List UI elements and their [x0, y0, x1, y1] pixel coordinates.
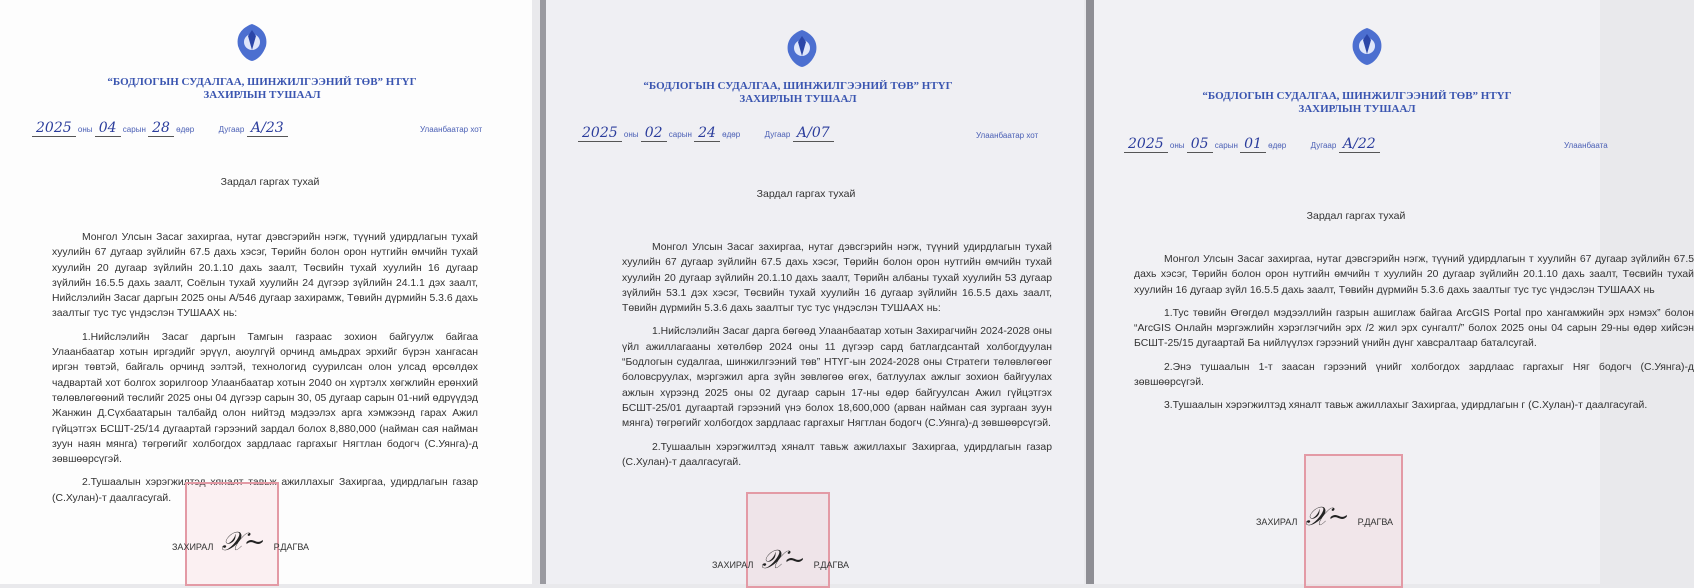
- org-header: [107, 76, 416, 102]
- city: Улаанбаата: [1564, 141, 1608, 150]
- saryn: сарын: [1214, 141, 1238, 150]
- document-2: [540, 0, 1084, 584]
- document-title: Зардал гаргах тухай: [1306, 210, 1406, 222]
- day: 01: [1240, 136, 1266, 153]
- paragraph: 2.Энэ тушаалын 1-т заасан гэрээний үнийг холбогдох зардлаас гаргахыг Няг бодогч (С.Уянга)-д зөвшөөрсүгэй.: [1134, 361, 1694, 389]
- document-title: Зардал гаргах тухай: [220, 176, 320, 188]
- paragraph: 1.Нийслэлийн Засаг даргын Тамгын газраас зохион байгуулж байгаа Улаанбаатар хотын иргэдийг эрүүл, аюулгүй орчинд амьдрах эрхийг бүрэн хангасан иргэн төвтэй, байгаль орчинд ээлтэй, технологид суурилсан олон улсад өрсөлдөх чадвартай хот болгох зорилгоор Улаанбаатар хотын 2040 он хүртэлх хөгжлийн ерөнхий төлөвлөгөөний төслийг 2025 оны 04 дүгээр сарын 30, 05 дугаар сарын 01-ний өдрүүдэд Жанжин Д.Сүхбаатарын талбайд олон нийтэд мэдээлэх арга хэмжээнд гарах Ажил гүйцэтгэх БСШТ-25/14 дугаартай гэрээний зардал болох 8,880,000 (найман сая найман зуун наян мянга) төгрөгийг холбогдох зардлаас гаргахыг Нягтлан бодогч (С.Уянга)-д зөвшөөрсүгэй.: [52, 331, 478, 466]
- odor: өдөр: [722, 130, 741, 139]
- sign-left: ЗАХИРАЛ: [172, 542, 214, 552]
- document-body: [52, 230, 478, 514]
- paragraph: 2.Тушаалын хэрэгжилтэд хяналт тавьж ажиллахыг Захиргаа, удирдлагын газар (С.Хулан)-т даалгасугай.: [52, 477, 478, 504]
- sign-right: Р.ДАГВА: [813, 560, 850, 570]
- doc-type: ЗАХИРЛЫН ТУШААЛ: [1298, 103, 1416, 115]
- order-number: А/23: [247, 120, 288, 137]
- paragraph: 3.Тушаалын хэрэгжилтэд хяналт тавьж ажиллахыг Захиргаа, удирдлагын г (С.Хулан)-т даалгасугай.: [1164, 400, 1648, 412]
- odor: өдөр: [176, 125, 195, 134]
- day: 28: [148, 120, 174, 137]
- ony: оны: [77, 125, 93, 134]
- month: 04: [95, 120, 121, 137]
- ony: оны: [623, 130, 639, 139]
- date-line: [32, 120, 288, 136]
- paragraph: 2.Тушаалын хэрэгжилтэд хяналт тавьж ажиллахыг Захиргаа, удирдлагын газар (С.Хулан)-т даалгасугай.: [622, 441, 1052, 468]
- order-number: А/22: [1339, 136, 1380, 153]
- saryn: сарын: [122, 125, 146, 134]
- doc-type: ЗАХИРЛЫН ТУШААЛ: [203, 89, 321, 101]
- odor: өдөр: [1268, 141, 1287, 150]
- paragraph: Монгол Улсын Засаг захиргаа, нутаг дэвсгэрийн нэгж, түүний удирдлагын т хуулийн 67 дугаар зүйлийн 67.5 дахь хэсэг, Төрийн болон орон нутгийн өмчийн т хуулийн 20 дугаар зүйлийн 20.1.10 дахь заалт, Төсвийн тухай хуулийн 16 дугаар зүйл 16.5.5 дахь заалт, Төвийн дүрмийн 5.3.6 дахь заалтыг тус тус үндэслэн ТУШААХ нь: [1134, 254, 1694, 296]
- city: Улаанбаатар хот: [420, 125, 483, 134]
- year: 2025: [1124, 136, 1168, 153]
- emblem-logo: [233, 22, 271, 62]
- sign-right: Р.ДАГВА: [1357, 517, 1394, 527]
- date-line: [1124, 136, 1380, 152]
- year: 2025: [32, 120, 76, 137]
- sign-right: Р.ДАГВА: [273, 542, 310, 552]
- handwritten-signature: 𝒳~: [1305, 502, 1350, 532]
- paragraph: Монгол Улсын Засаг захиргаа, нутаг дэвсгэрийн нэгж, түүний удирдлагын тухай хуулийн 67 дугаар зүйлийн 67.5 дахь хэсэг, Төрийн болон орон нутгийн өмчийн тухай хуулийн 20 дугаар зүйлийн 20.1.10 дахь заалт, Төсвийн тухай хуулийн 16 дугаар зүйлийн 16.5.5 дахь заалт, Соёлын тухай хуулийн 24 дүгээр зүйлийн 24.1.1 дэх заалт, Нийслэлийн Засаг даргын 2025 оны А/546 дугаар захирамж, Төвийн дүрмийн 5.3.6 дахь заалтыг тус тус үндэслэн ТУШААХ нь:: [52, 232, 478, 320]
- paragraph: 1.Нийслэлийн Засаг дарга бөгөөд Улаанбаатар хотын Захирагчийн 2024-2028 оны үйл ажиллагааны хөтөлбөр 2024 оны 11 дүгээр сард батлагдсантай холбогдуулан “Бодлогын судалгаа, шинжилгээний төв” НТҮГ-ын 2024-2028 оны Стратеги төлөвлөгөөг боловсруулах, мэргэжил арга зүйн зөвлөгөө өгөх, батлуулах ажлыг зохион байгуулах ажлын хүрээнд 2025 оны 02 дугаар сарын 17-ны өдөр байгуулсан Ажил гүйцэтгэх БСШТ-25/01 дугаартай гэрээний үнэ болох 18,600,000 (арван найман сая зургаан зуун мянга) төгрөгийг холбогдох зардлаас гаргахыг Нягтлан бодогч (С.Уянга)-д зөвшөөрсүгэй.: [622, 326, 1052, 430]
- dugaar: Дугаар: [764, 130, 791, 139]
- signature-line: [1256, 502, 1393, 533]
- document-3: [1086, 0, 1694, 584]
- org-header: [643, 80, 952, 106]
- paragraph: 1.Тус төвийн Өгөгдөл мэдээллийн газрын ашиглаж байгаа ArcGIS Portal про хангамжийн эрх нэмэх” болон “ArcGIS Онлайн мэргэжлийн хэрэглэгчийн эрх /2 жил эрх сунгалт/” болох 2025 оны 04 сарын 29-ны өдөр хийсэн БСШТ-25/15 дугаартай Ба нийлүүлэх гэрээний үнийн дүнг хавсралтаар баталсугай.: [1134, 307, 1694, 350]
- city: Улаанбаатар хот: [976, 131, 1039, 140]
- org-name: “БОДЛОГЫН СУДАЛГАА, ШИНЖИЛГЭЭНИЙ ТӨВ” НТҮГ: [643, 80, 953, 92]
- month: 05: [1187, 136, 1213, 153]
- handwritten-signature: 𝒳~: [221, 527, 266, 557]
- doc-type: ЗАХИРЛЫН ТУШААЛ: [739, 93, 857, 105]
- date-line: [578, 125, 834, 141]
- saryn: сарын: [668, 130, 692, 139]
- order-number: А/07: [793, 125, 834, 142]
- handwritten-signature: 𝒳~: [761, 545, 806, 575]
- dugaar: Дугаар: [1310, 141, 1337, 150]
- document-1: [0, 0, 532, 584]
- document-body: [1134, 252, 1694, 422]
- org-name: “БОДЛОГЫН СУДАЛГАА, ШИНЖИЛГЭЭНИЙ ТӨВ” НТҮГ: [1202, 90, 1512, 102]
- ony: оны: [1169, 141, 1185, 150]
- org-header: [1202, 90, 1511, 116]
- day: 24: [694, 125, 720, 142]
- signature-line: [712, 545, 849, 576]
- year: 2025: [578, 125, 622, 142]
- paragraph: Монгол Улсын Засаг захиргаа, нутаг дэвсгэрийн нэгж, түүний удирдлагын тухай хуулийн 67 дугаар зүйлийн 67.5 дахь хэсэг, Төрийн болон орон нутгийн өмчийн тухай хуулийн 20 дугаар зүйлийн 20.1.10 дахь заалт, Төрийн албаны тухай хуулийн 53 дугаар зүйлийн 53.1 дэх хэсэг, Төсвийн тухай хуулийн 16 дугаар зүйлийн 16.5.5 дахь заалт, Төвийн дүрмийн 5.3.6 дахь заалтыг тус тус үндэслэн ТУШААХ нь:: [622, 242, 1052, 315]
- month: 02: [641, 125, 667, 142]
- signature-line: [172, 527, 309, 558]
- emblem-logo: [1348, 26, 1386, 66]
- dugaar: Дугаар: [218, 125, 245, 134]
- sign-left: ЗАХИРАЛ: [712, 560, 754, 570]
- document-title: Зардал гаргах тухай: [756, 188, 856, 200]
- emblem-logo: [783, 28, 821, 68]
- org-name: “БОДЛОГЫН СУДАЛГАА, ШИНЖИЛГЭЭНИЙ ТӨВ” НТҮГ: [107, 76, 417, 88]
- document-body: [622, 240, 1052, 478]
- sign-left: ЗАХИРАЛ: [1256, 517, 1298, 527]
